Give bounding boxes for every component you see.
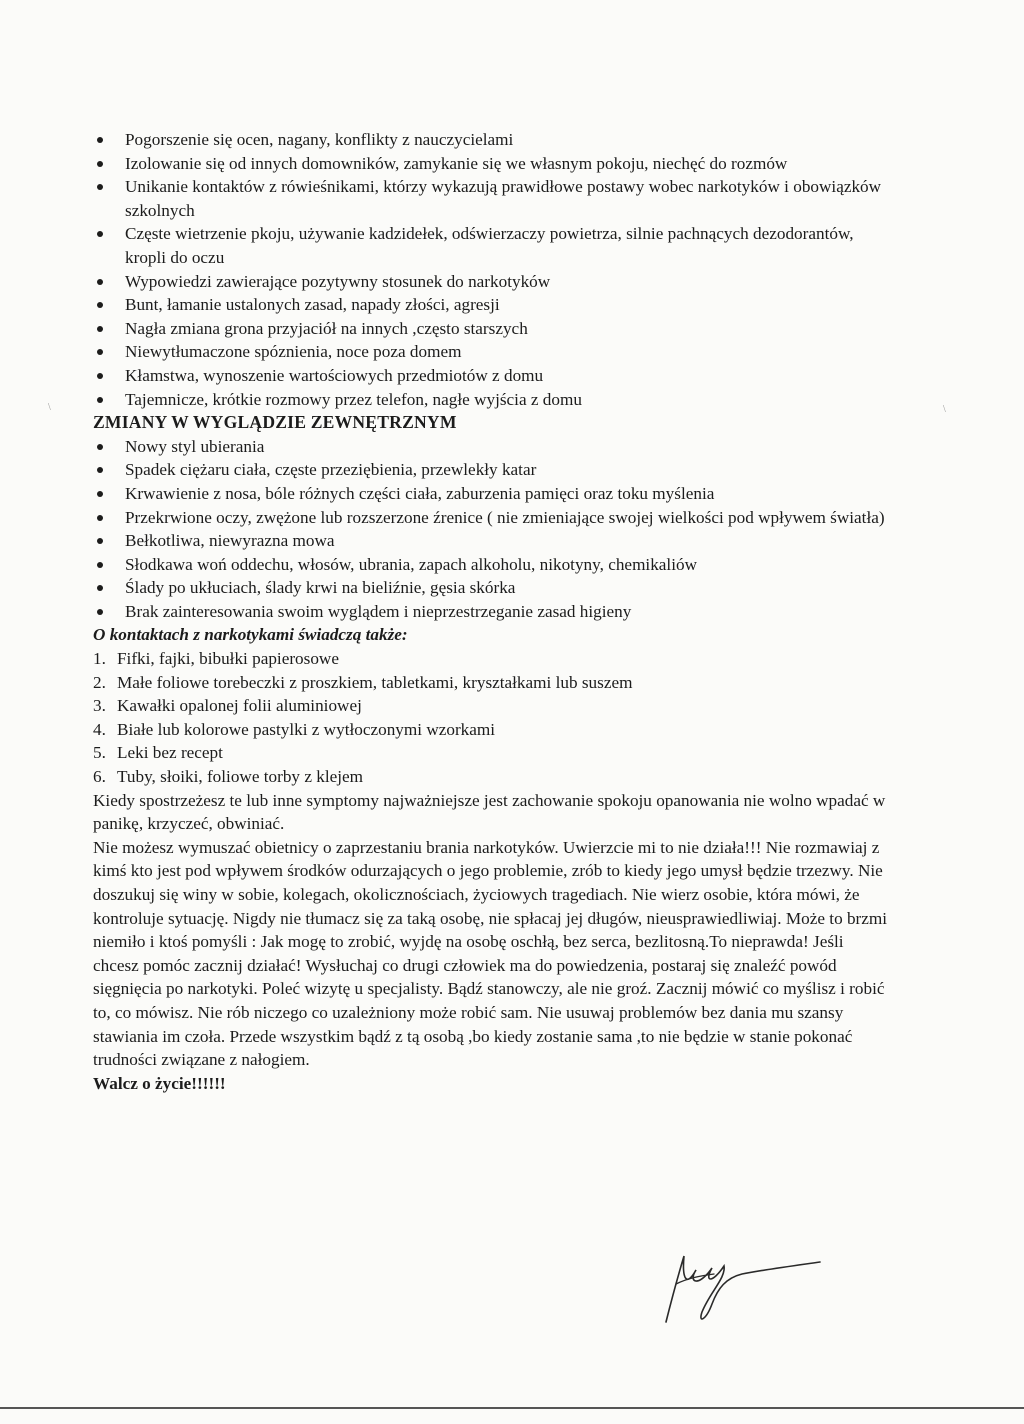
list-item: Unikanie kontaktów z rówieśnikami, którzy wykazują prawidłowe postawy wobec narkotyków i obowiązków szkolnych [93, 175, 893, 222]
section-heading-appearance: ZMIANY W WYGLĄDZIE ZEWNĘTRZNYM [93, 412, 457, 433]
handwritten-signature [652, 1248, 822, 1328]
item-text: Białe lub kolorowe pastylki z wytłoczonymi wzorkami [117, 719, 496, 739]
item-number: 5. [93, 743, 106, 763]
drug-items-list [93, 647, 893, 789]
numbered-item [93, 671, 893, 695]
list-item: Brak zainteresowania swoim wyglądem i nieprzestrzeganie zasad higieny [93, 600, 893, 624]
scan-edge-line [0, 1407, 1024, 1409]
list-item: Częste wietrzenie pkoju, używanie kadzidełek, odświerzaczy powietrza, silnie pachnących dezodorantów, kropli do oczu [93, 222, 893, 269]
closing-line: Walcz o życie!!!!!! [93, 1073, 226, 1093]
list-item: Bunt, łamanie ustalonych zasad, napady złości, agresji [93, 293, 893, 317]
list-item: Nowy styl ubierania [93, 435, 893, 459]
list-item: Spadek ciężaru ciała, częste przeziębienia, przewlekły katar [93, 458, 893, 482]
list-item: Krwawienie z nosa, bóle różnych części ciała, zaburzenia pamięci oraz toku myślenia [93, 482, 893, 506]
list-item: Ślady po ukłuciach, ślady krwi na bieliźnie, gęsia skórka [93, 576, 893, 600]
list-item: Słodkawa woń oddechu, włosów, ubrania, zapach alkoholu, nikotyny, chemikaliów [93, 553, 893, 577]
item-number: 1. [93, 649, 106, 669]
list-item: Wypowiedzi zawierające pozytywny stosunek do narkotyków [93, 270, 893, 294]
item-text: Małe foliowe torebeczki z proszkiem, tabletkami, kryształkami lub suszem [117, 672, 633, 692]
scan-mark: \ [48, 402, 51, 413]
warning-signs-list [93, 128, 893, 411]
list-item: Niewytłumaczone spóznienia, noce poza domem [93, 340, 893, 364]
item-text: Fifki, fajki, bibułki papierosowe [117, 649, 339, 669]
list-item: Izolowanie się od innych domowników, zamykanie się we własnym pokoju, niechęć do rozmów [93, 152, 893, 176]
advice-paragraph-2: Nie możesz wymuszać obietnicy o zaprzestaniu brania narkotyków. Uwierzcie mi to nie działa!!! Nie rozmawiaj z kimś kto jest pod wpływem środków odurzających o jego problemie, zrób to kiedy jego umysł będzie trzezwy. Nie doszukuj się winy w sobie, kolegach, okolicznościach, życiowych tragediach. Nie wierz osobie, która mówi, że kontroluje sytuację. Nigdy nie tłumacz się za taką osobę, nie spłacaj jej długów, nieusprawiedliwiaj. Może to brzmi niemiło i ktoś pomyśli : Jak mogę to zrobić, wyjdę na osobę oschłą, bez serca, bezlitosną.To nieprawda! Jeśli chcesz pomóc zacznij działać! Wysłuchaj co drugi człowiek ma do powiedzenia, postaraj się znaleźć powód sięgnięcia po narkotyki. Poleć wizytę u specjalisty. Bądź stanowczy, ale nie groź. Zacznij mówić co myślisz i robić to, co mówisz. Nie rób niczego co uzależniony może robić sam. Nie usuwaj problemów bez dania mu szansy stawiania im czoła. Przede wszystkim bądź z tą osobą ,bo kiedy zostanie sama ,to nie będzie w stanie pokonać trudności związane z nałogiem. [93, 837, 888, 1070]
item-text: Kawałki opalonej folii aluminiowej [117, 696, 362, 716]
list-item: Nagła zmiana grona przyjaciół na innych ,często starszych [93, 317, 893, 341]
scan-mark: \ [943, 404, 946, 415]
list-item: Pogorszenie się ocen, nagany, konflikty z nauczycielami [93, 128, 893, 152]
numbered-item [93, 718, 893, 742]
appearance-changes-list [93, 435, 893, 624]
section-subheading-contacts: O kontaktach z narkotykami świadczą także: [93, 625, 408, 645]
list-item: Kłamstwa, wynoszenie wartościowych przedmiotów z domu [93, 364, 893, 388]
numbered-item [93, 741, 893, 765]
advice-paragraph-1: Kiedy spostrzeżesz te lub inne symptomy najważniejsze jest zachowanie spokoju opanowania nie wolno wpadać w panikę, krzyczeć, obwiniać. [93, 790, 886, 834]
list-item: Tajemnicze, krótkie rozmowy przez telefon, nagłe wyjścia z domu [93, 388, 893, 412]
item-text: Tuby, słoiki, foliowe torby z klejem [117, 767, 364, 787]
numbered-item [93, 647, 893, 671]
numbered-item [93, 694, 893, 718]
list-item: Bełkotliwa, niewyrazna mowa [93, 529, 893, 553]
document-body [93, 128, 893, 1095]
item-text: Leki bez recept [117, 743, 223, 763]
item-number: 3. [93, 696, 106, 716]
item-number: 2. [93, 672, 106, 692]
item-number: 6. [93, 767, 106, 787]
item-number: 4. [93, 719, 106, 739]
numbered-item [93, 765, 893, 789]
list-item: Przekrwione oczy, zwężone lub rozszerzone źrenice ( nie zmieniające swojej wielkości pod wpływem światła) [93, 506, 893, 530]
